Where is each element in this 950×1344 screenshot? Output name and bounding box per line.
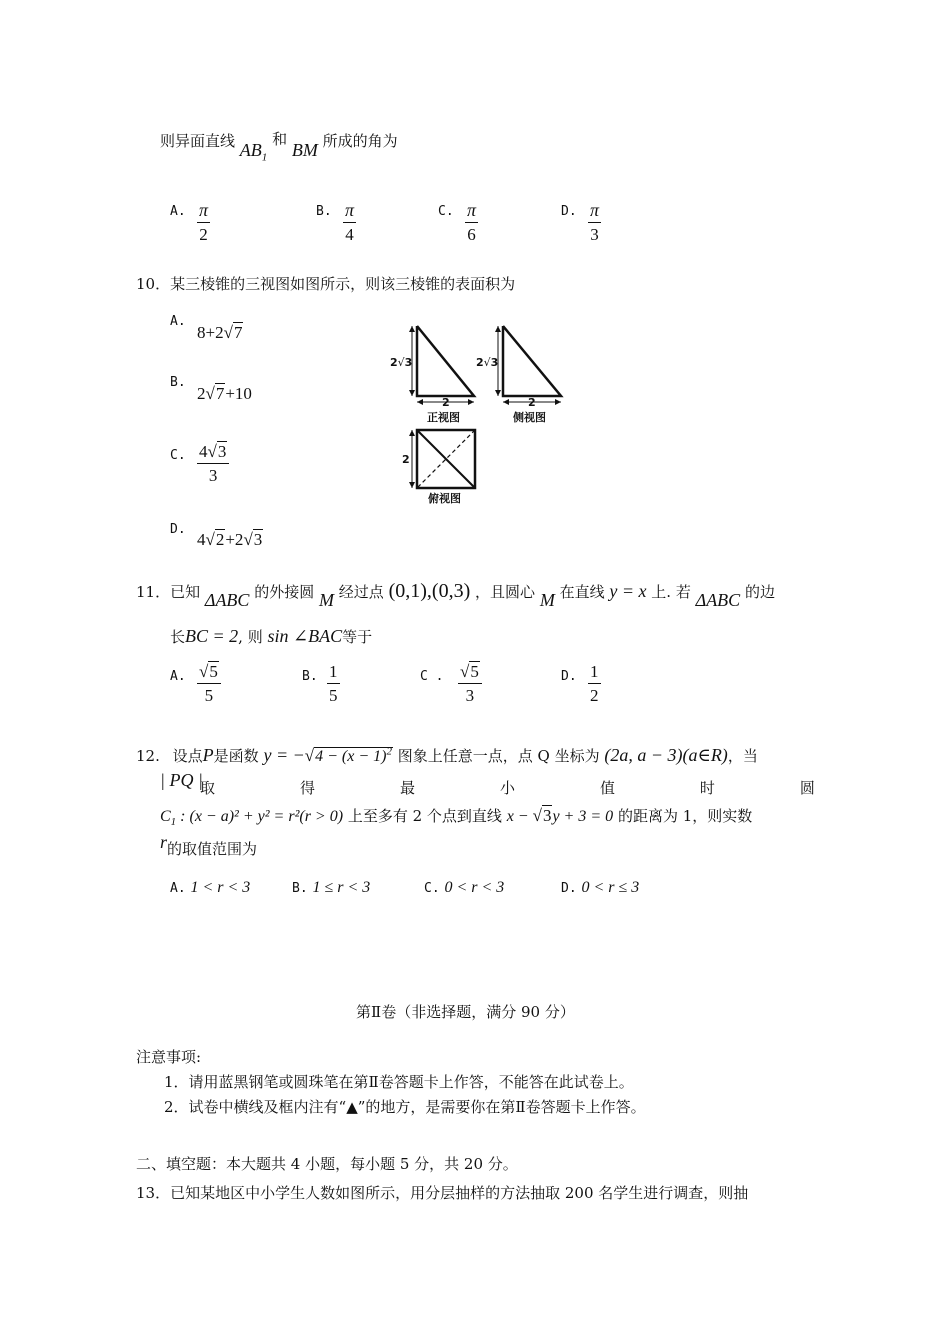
- q11-option-c-label: C .: [420, 669, 444, 684]
- q10-three-view-figure: [385, 318, 585, 508]
- q10-option-d-label: D.: [170, 522, 186, 537]
- section-heading: 二、填空题：本大题共 4 小题，每小题 5 分，共 20 分。: [136, 1155, 518, 1173]
- q11-option-d: $\frac{1}{2}$: [590, 662, 599, 705]
- part2-title: 第Ⅱ卷（非选择题，满分 90 分）: [356, 1003, 575, 1021]
- q9-option-b-label: B.: [316, 204, 332, 219]
- q12-option-c: C. 0 < r < 3: [424, 879, 505, 896]
- svg-text:2: 2: [402, 453, 410, 466]
- q11-option-b-label: B.: [302, 669, 318, 684]
- q10-option-b-label: B.: [170, 375, 186, 390]
- q10-option-c: $\frac{4√3}{3}$: [197, 442, 229, 486]
- notice-item-1: 1．请用蓝黑钢笔或圆珠笔在第Ⅱ卷答题卡上作答，不能答在此试卷上。: [164, 1073, 634, 1091]
- q11-stem-line2: 长BC = 2, 则 sin ∠BAC等于: [170, 626, 373, 646]
- q12-stem-line3: $C_1$ : (x − a)² + y² = r²(r > 0) 上至多有 2 个点到直线 x − √3y + 3 = 0 的距离为 1，则实数: [160, 806, 753, 829]
- q9-option-a: $\frac{\pi}{2}$: [199, 200, 209, 244]
- q12-option-d: D. 0 < r ≤ 3: [561, 879, 640, 896]
- q9-stem-prefix: 则异面直线: [160, 132, 236, 150]
- q13-stem: 13．已知某地区中小学生人数如图所示，用分层抽样的方法抽取 200 名学生进行调查，则抽: [136, 1184, 749, 1202]
- q11-option-d-label: D.: [561, 669, 577, 684]
- side-view-triangle: [503, 326, 561, 396]
- q10-option-a-label: A.: [170, 314, 186, 329]
- q12-stem-line2: 取 得 最 小 值 时 圆: [200, 779, 815, 797]
- q12-option-a: A. 1 < r < 3: [170, 879, 251, 896]
- q12-stem-line1: 12. 设点P是函数 $y = -√4 - (x - 1)^2$ 图象上任意一点，点 Q 坐标为 (2a, a − 3)(a∈R)，当: [136, 745, 758, 765]
- q11-stem-line1: 11．已知 ΔABC 的外接圆 M 经过点 (0,1),(0,3) ，且圆心 M 在直线 y = x 上. 若 ΔABC 的边: [136, 580, 775, 610]
- front-view-triangle: [417, 326, 474, 396]
- svg-text:2: 2: [528, 396, 536, 409]
- q9-stem: [160, 130, 398, 164]
- front-view-label: 正视图: [427, 411, 460, 424]
- q9-stem-suffix: 所成的角为: [322, 132, 398, 150]
- q10-option-d: 4√2+2√3: [197, 530, 263, 549]
- q10-stem: 10．某三棱锥的三视图如图所示，则该三棱锥的表面积为: [136, 275, 516, 293]
- q9-conj: 和: [272, 130, 288, 148]
- q11-option-b: $\frac{1}{5}$: [329, 662, 338, 705]
- q9-option-d-label: D.: [561, 204, 577, 219]
- q11-option-a-label: A.: [170, 669, 186, 684]
- q12-option-b: B. 1 ≤ r < 3: [292, 879, 371, 896]
- q9-option-b: $\frac{\pi}{4}$: [345, 200, 355, 244]
- q10-option-c-label: C.: [170, 448, 186, 463]
- svg-text:2√3: 2√3: [476, 356, 499, 369]
- top-view-label: 俯视图: [428, 492, 461, 505]
- q10-option-b: 2√7+10: [197, 384, 252, 403]
- q9-line2: BM: [291, 140, 318, 160]
- side-view-label: 侧视图: [513, 411, 546, 424]
- q9-option-a-label: A.: [170, 204, 186, 219]
- notice-heading: 注意事项:: [136, 1048, 202, 1066]
- q9-option-c-label: C.: [438, 204, 454, 219]
- q9-option-c: $\frac{\pi}{6}$: [467, 200, 477, 244]
- q11-option-a: $\frac{√5}{5}$: [197, 662, 221, 706]
- q11-option-c: $\frac{√5}{3}$: [458, 662, 482, 706]
- q10-option-a: 8+2√7: [197, 323, 243, 342]
- q9-line1: $AB_1$: [239, 140, 268, 164]
- q9-option-d: $\frac{\pi}{3}$: [590, 200, 600, 244]
- svg-text:2√3: 2√3: [390, 356, 413, 369]
- q12-stem-line4: r的取值范围为: [160, 832, 258, 858]
- svg-text:2: 2: [442, 396, 450, 409]
- q12-pq: | PQ |: [160, 770, 203, 790]
- notice-item-2: 2．试卷中横线及框内注有“▲”的地方，是需要你在第Ⅱ卷答题卡上作答。: [164, 1098, 646, 1116]
